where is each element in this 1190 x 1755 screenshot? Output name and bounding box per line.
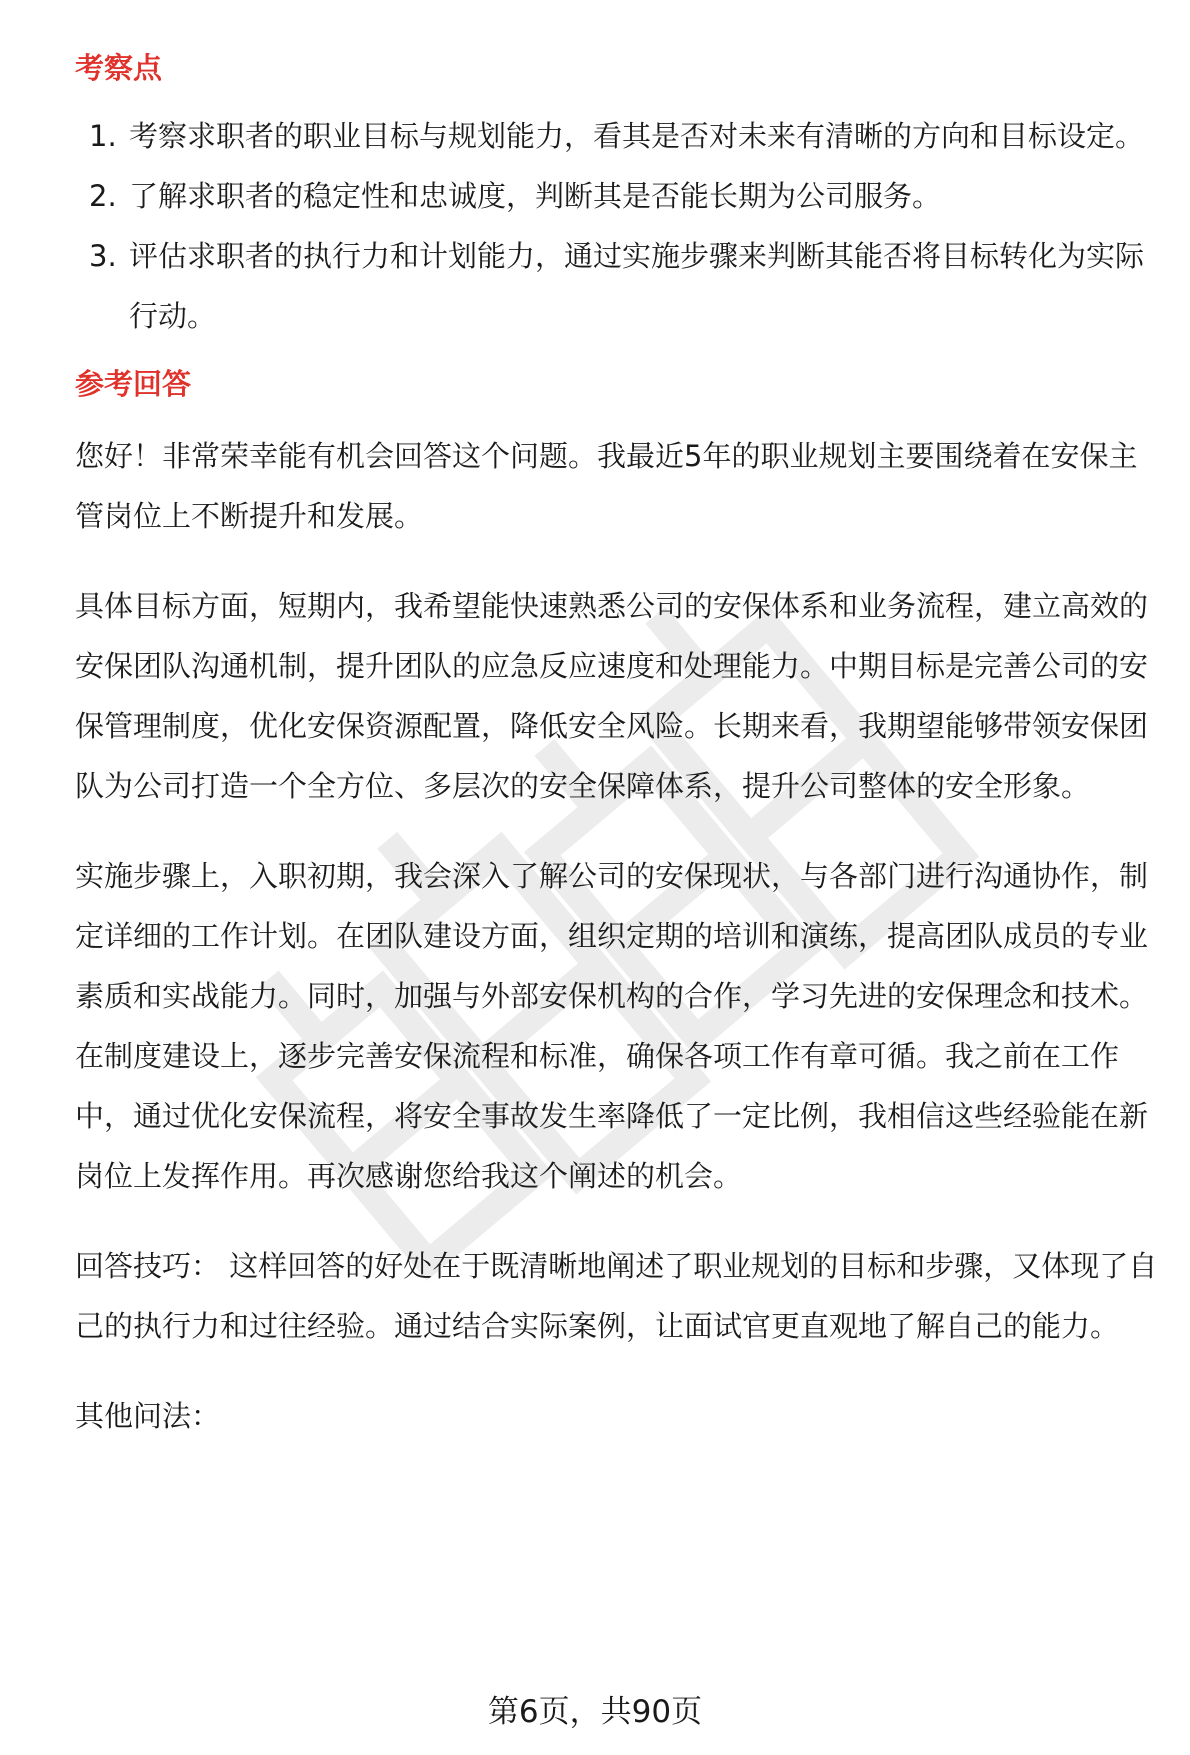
key-points-list: [75, 106, 1165, 346]
list-item: [75, 166, 1165, 226]
list-item-text: 考察求职者的职业目标与规划能力，看其是否对未来有清晰的方向和目标设定。: [129, 119, 1145, 153]
page-number-footer: 第6页，共90页: [487, 1694, 703, 1730]
section-heading-key-points: 考察点: [75, 51, 163, 85]
list-item-text: 评估求职者的执行力和计划能力，通过实施步骤来判断其能否将目标转化为实际行动。: [129, 239, 1145, 333]
list-item-number: 3.: [89, 239, 117, 273]
answer-paragraph-goals: 具体目标方面，短期内，我希望能快速熟悉公司的安保体系和业务流程，建立高效的安保团队沟通机制，提升团队的应急反应速度和处理能力。中期目标是完善公司的安保管理制度，优化安保资源配置，降低安全风险。长期来看，我期望能够带领安保团队为公司打造一个全方位、多层次的安全保障体系，提升公司整体的安全形象。: [75, 589, 1149, 803]
answer-paragraph-other-questions: 其他问法：: [75, 1399, 221, 1433]
answer-paragraph-steps: 实施步骤上，入职初期，我会深入了解公司的安保现状，与各部门进行沟通协作，制定详细的工作计划。在团队建设方面，组织定期的培训和演练，提高团队成员的专业素质和实战能力。同时，加强与外部安保机构的合作，学习先进的安保理念和技术。在制度建设上，逐步完善安保流程和标准，确保各项工作有章可循。我之前在工作中，通过优化安保流程，将安全事故发生率降低了一定比例，我相信这些经验能在新岗位上发挥作用。再次感谢您给我这个阐述的机会。: [75, 859, 1149, 1193]
list-item-number: 2.: [89, 179, 117, 213]
section-heading-reference-answer: 参考回答: [75, 367, 192, 401]
answer-paragraph-tips: 回答技巧： 这样回答的好处在于既清晰地阐述了职业规划的目标和步骤，又体现了自己的执行力和过往经验。通过结合实际案例，让面试官更直观地了解自己的能力。: [75, 1249, 1158, 1343]
document-content: [75, 48, 1165, 1446]
list-item: [75, 226, 1165, 346]
list-item-number: 1.: [89, 119, 117, 153]
answer-paragraph-intro: 您好！非常荣幸能有机会回答这个问题。我最近5年的职业规划主要围绕着在安保主管岗位上不断提升和发展。: [75, 439, 1138, 533]
list-item-text: 了解求职者的稳定性和忠诚度，判断其是否能长期为公司服务。: [129, 179, 942, 213]
list-item: [75, 106, 1165, 166]
